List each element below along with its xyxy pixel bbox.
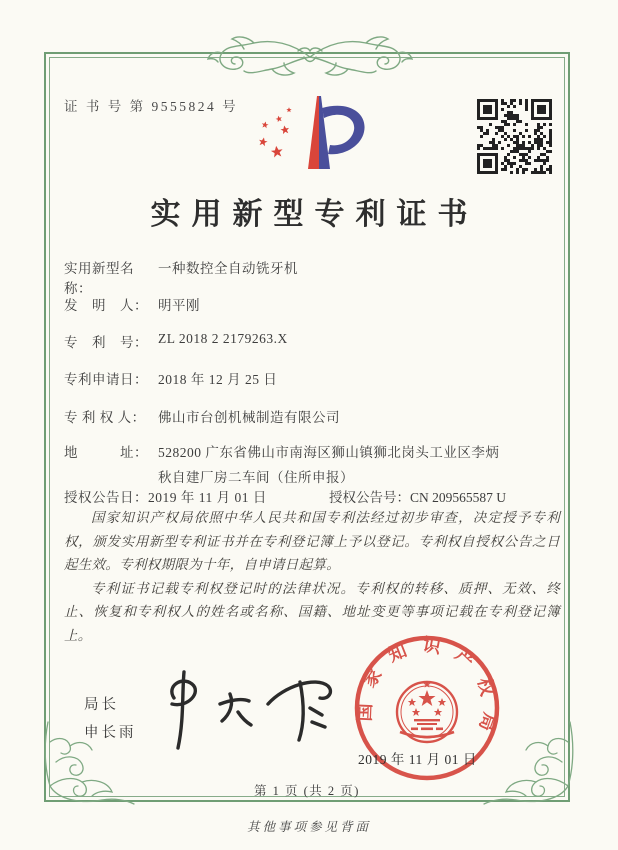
field-label: 专利申请日： — [64, 372, 148, 387]
grant-date-value: 2019 年 11 月 01 日 — [148, 490, 267, 505]
certificate-title: 实用新型专利证书 — [150, 198, 479, 231]
director-title: 局长 — [84, 697, 119, 713]
seal-national-emblem — [397, 681, 457, 743]
legal-paragraph-1: 国家知识产权局依照中华人民共和国专利法经过初步审查，决定授予专利权，颁发实用新型专利证书并在专利登记簿上予以登记。专利权自授权公告之日起生效。专利权期限为十年，自申请日起算。 — [64, 510, 560, 572]
back-side-note: 其他事项参见背面 — [246, 820, 371, 834]
field-row-address — [64, 441, 564, 486]
field-label: 发 明 人： — [64, 298, 148, 313]
field-row-patent-number — [64, 331, 564, 351]
field-value-line2: 秋自建厂房二车间（住所申报） — [158, 470, 354, 485]
cnipa-logo — [256, 92, 378, 172]
field-value: 528200 广东省佛山市南海区狮山镇狮北岗头工业区李炳 — [158, 445, 500, 460]
director-signature — [152, 664, 352, 759]
director-name: 申长雨 — [84, 725, 137, 741]
field-value: ZL 2018 2 2179263.X — [158, 331, 288, 346]
grant-number-value: CN 209565587 U — [410, 490, 507, 505]
field-value: 一种数控全自动铣牙机 — [158, 261, 298, 276]
grant-date-label: 授权公告日： — [64, 490, 148, 505]
field-row-patentee — [64, 406, 564, 426]
field-row-grant — [64, 486, 564, 506]
field-row-filing-date — [64, 368, 564, 388]
seal-date: 2019 年 11 月 01 日 — [358, 752, 477, 767]
qr-code — [477, 99, 552, 174]
legal-text-block — [64, 506, 560, 647]
logo-stars — [258, 107, 292, 158]
field-label: 专 利 号： — [64, 335, 148, 350]
field-value: 2018 年 12 月 25 日 — [158, 372, 278, 387]
field-value: 佛山市台创机械制造有限公司 — [158, 410, 340, 425]
page-number: 第 1 页 (共 2 页) — [254, 784, 360, 798]
field-row-utility-name — [64, 257, 564, 297]
field-row-inventor — [64, 294, 564, 314]
certificate-number: 证 书 号 第 9555824 号 — [64, 99, 239, 114]
grant-number-label: 授权公告号： — [329, 490, 410, 505]
seal-agency-text: 国家知识产权局 — [354, 634, 501, 748]
field-value: 明平刚 — [158, 298, 200, 313]
field-label: 专 利 权 人： — [64, 410, 146, 425]
legal-paragraph-2: 专利证书记载专利权登记时的法律状况。专利权的转移、质押、无效、终止、恢复和专利权人的姓名或名称、国籍、地址变更等事项记载在专利登记簿上。 — [64, 580, 560, 643]
field-label: 实用新型名称： — [64, 261, 134, 296]
field-label: 地 址： — [64, 445, 148, 460]
